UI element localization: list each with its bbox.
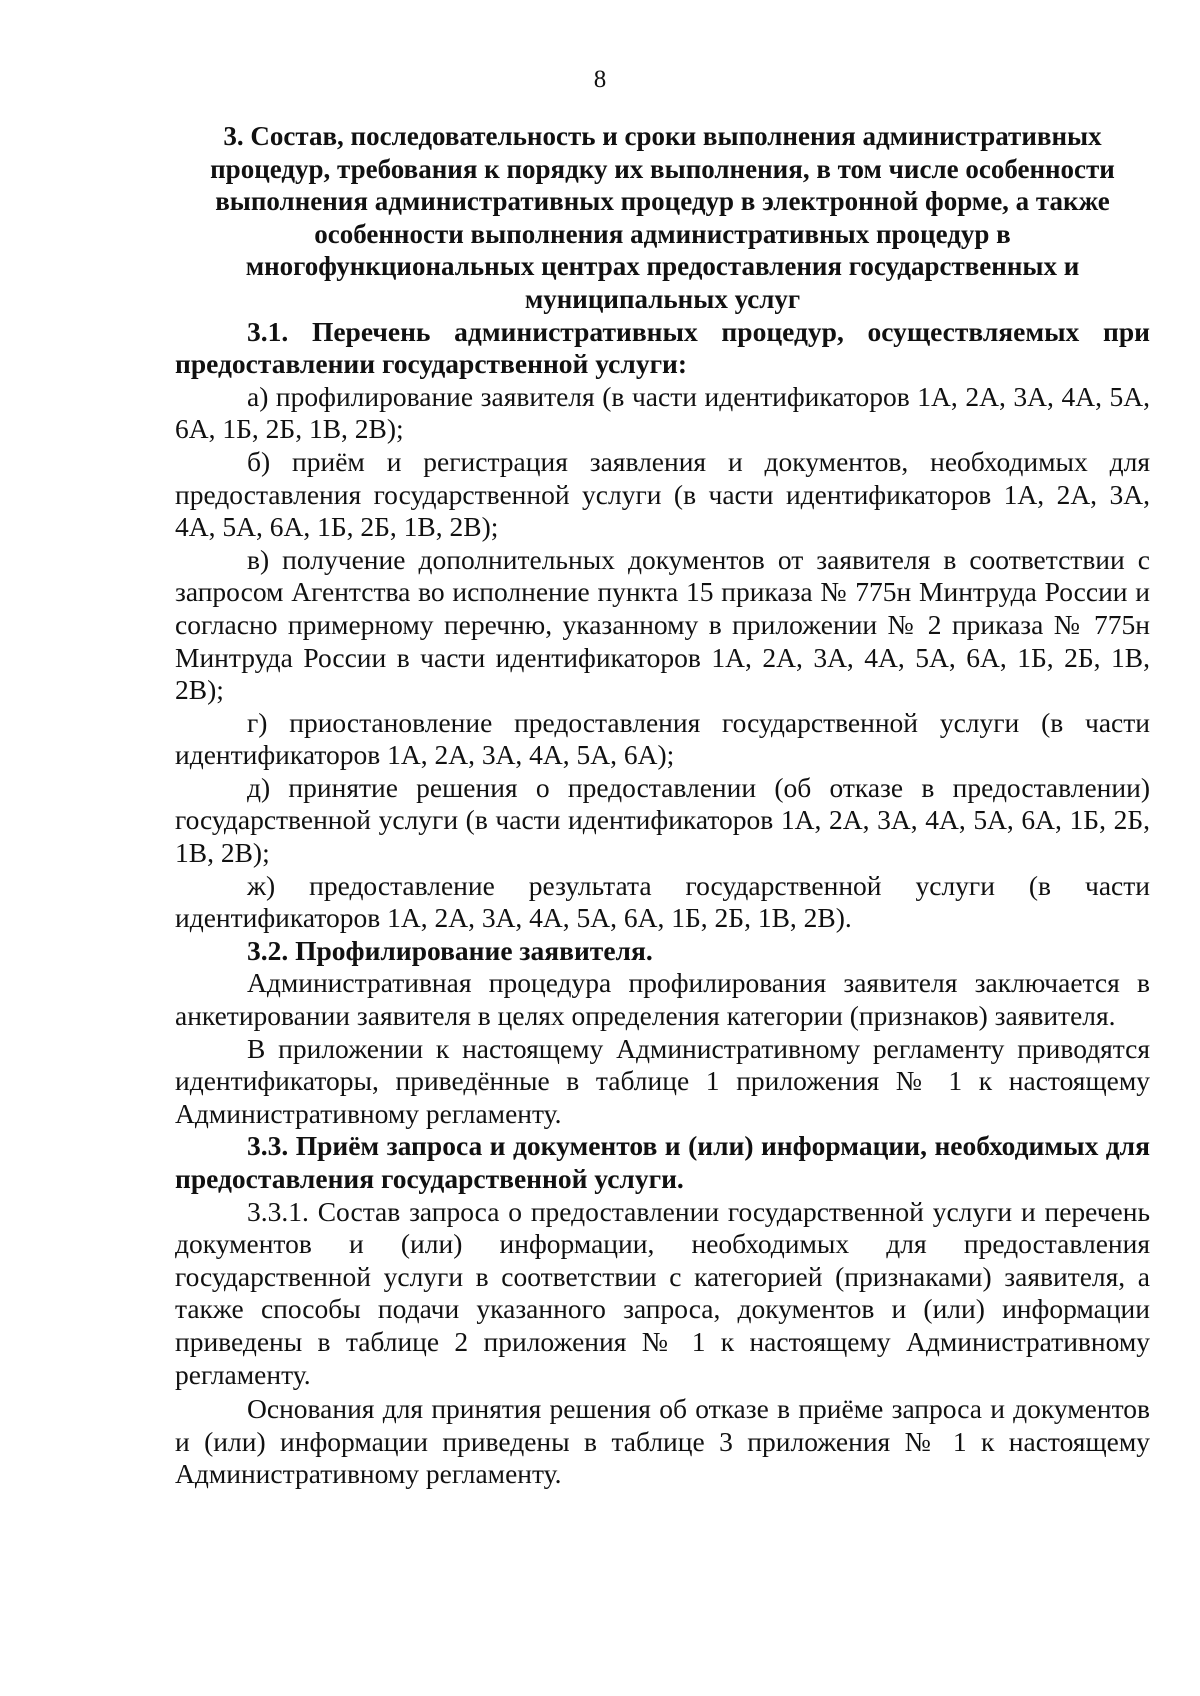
- paragraph-3-3-2: Основания для принятия решения об отказе в приёме запроса и документов и (или) информации приведены в таблице 3 приложения № 1 к настоящему Административному регламенту.: [175, 1393, 1150, 1490]
- list-item-a: а) профилирование заявителя (в части идентификаторов 1А, 2А, 3А, 4А, 5А, 6А, 1Б, 2Б, 1В, 2В);: [175, 380, 1150, 445]
- section-3-heading: 3. Состав, последовательность и сроки выполнения административных процедур, требования к порядку их выполнения, в том числе особенности выполнения административных процедур в электронной форме, а также особенности выполнения административных процедур в многофункциональных центрах предоставления государственных и муниципальных услуг: [210, 121, 1115, 314]
- list-item-b: б) приём и регистрация заявления и документов, необходимых для предоставления государственной услуги (в части идентификаторов 1А, 2А, 3А, 4А, 5А, 6А, 1Б, 2Б, 1В, 2В);: [175, 445, 1150, 543]
- paragraph-3-2-2: В приложении к настоящему Административному регламенту приводятся идентификаторы, приведённые в таблице 1 приложения № 1 к настоящему Административному регламенту.: [175, 1032, 1150, 1129]
- subsection-3-1-heading: 3.1. Перечень административных процедур, осуществляемых при предоставлении государственной услуги:: [175, 315, 1150, 380]
- list-item-g: г) приостановление предоставления государственной услуги (в части идентификаторов 1А, 2А, 3А, 4А, 5А, 6А);: [175, 706, 1150, 771]
- page-number: 8: [593, 66, 607, 93]
- paragraph-3-2-1: Административная процедура профилирования заявителя заключается в анкетировании заявителя в целях определения категории (признаков) заявителя.: [175, 967, 1150, 1032]
- list-item-zh: ж) предоставление результата государственной услуги (в части идентификаторов 1А, 2А, 3А, 4А, 5А, 6А, 1Б, 2Б, 1В, 2В).: [175, 869, 1150, 934]
- paragraph-3-3-1: 3.3.1. Состав запроса о предоставлении государственной услуги и перечень документов и (или) информации, необходимых для предоставления государственной услуги в соответствии с категорией (признаками) заявителя, а также способы подачи указанного запроса, документов и (или) информации приведены в таблице 2 приложения № 1 к настоящему Административному регламенту.: [175, 1195, 1150, 1390]
- subsection-3-2-heading: 3.2. Профилирование заявителя.: [247, 934, 653, 966]
- subsection-3-3-heading: 3.3. Приём запроса и документов и (или) информации, необходимых для предоставления государственной услуги.: [175, 1130, 1150, 1194]
- list-item-d: д) принятие решения о предоставлении (об отказе в предоставлении) государственной услуги (в части идентификаторов 1А, 2А, 3А, 4А, 5А, 6А, 1Б, 2Б, 1В, 2В);: [175, 771, 1150, 869]
- list-item-v: в) получение дополнительных документов от заявителя в соответствии с запросом Агентства во исполнение пункта 15 приказа № 775н Минтруда России и согласно примерному перечню, указанному в приложении № 2 приказа № 775н Минтруда России в части идентификаторов 1А, 2А, 3А, 4А, 5А, 6А, 1Б, 2Б, 1В, 2В);: [175, 543, 1150, 706]
- document-body: [175, 120, 1150, 1491]
